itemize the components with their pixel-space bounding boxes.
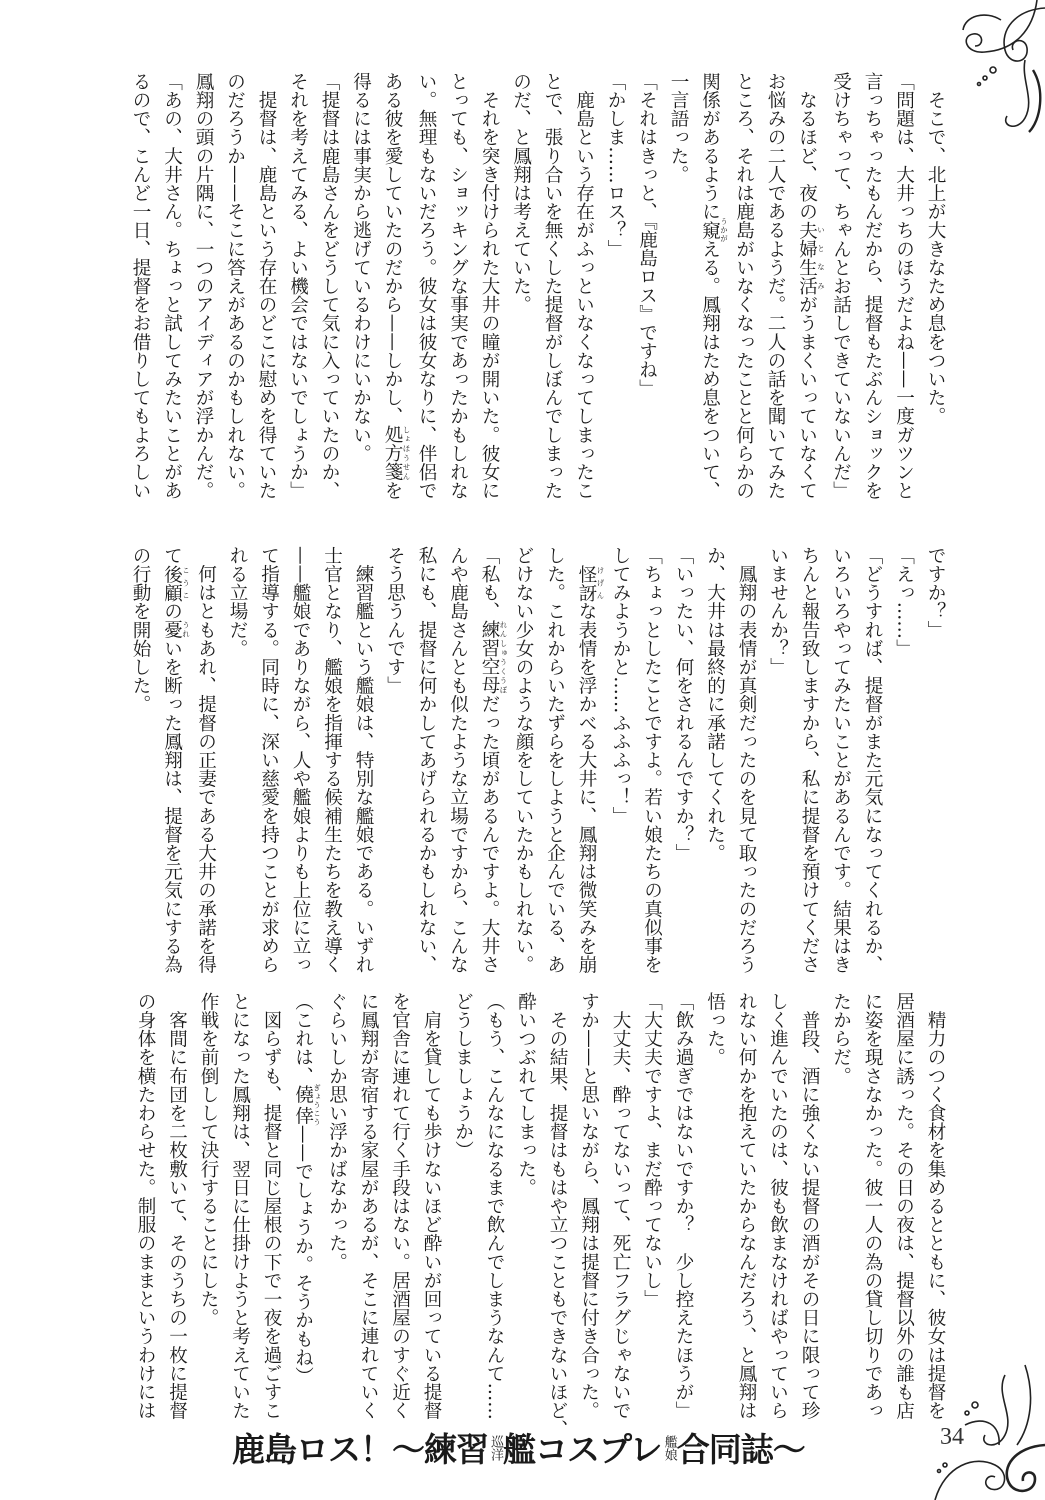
- title-part: 鹿島ロス！〜練習: [232, 1430, 488, 1469]
- text-column: い。無理もないだろう。彼女は彼女なりに、伴侶で: [416, 72, 437, 500]
- text-column: とっても、ショッキングな事実であったかもしれな: [447, 72, 469, 500]
- text-column: ある彼を愛していたのだから——しかし、処方箋 しょほうせんを: [382, 72, 411, 500]
- text-column: 一言語った。: [668, 72, 689, 184]
- title-part: 艦コスプレ: [503, 1430, 662, 1469]
- text-column: ——艦娘でありながら、人や艦娘よりも上位に立っ: [290, 546, 311, 974]
- text-column: そう思うんです」: [384, 546, 406, 695]
- text-column: 作戦を前倒しして決行することにした。: [198, 992, 219, 1327]
- text-column: 「飲み過ぎではないですか？ 少し控えたほうが」: [673, 992, 694, 1420]
- text-column: れない何かを抱えていたからなんだろう、と鳳翔は: [736, 992, 757, 1420]
- ruby-annotation: 窺 うかが: [699, 217, 729, 243]
- page-number: 34: [940, 1424, 964, 1450]
- text-column: 居酒屋に誘った。その日の夜は、提督以外の誰も店: [893, 992, 915, 1420]
- text-column: なるほど、夜の夫婦生活 いとなみがうまくいっていなくて: [796, 72, 826, 500]
- text-column: 「かしま……ロス？」: [605, 72, 626, 258]
- text-column: 「それはきっと、『鹿島ロス』ですね」: [636, 72, 658, 398]
- text-column: 大丈夫、酔ってないって、死亡フラグじゃないで: [610, 992, 631, 1420]
- text-column: 関係があるように窺 うかがえる。鳳翔はため息をついて、: [699, 72, 729, 500]
- text-column: 得るには事実から逃げているわけにいかない。: [350, 72, 372, 463]
- text-column: 「えっ……」: [893, 546, 915, 658]
- ruby-annotation: 憂 うれ: [161, 620, 191, 640]
- text-column: ちんと報告致しますから、私に提督を預けてくださ: [799, 546, 820, 974]
- text-column: 「あの、大井さん。ちょっと試してみたいことがあ: [161, 72, 183, 500]
- text-column: とになった鳳翔は、翌日に仕掛けようと考えていた: [229, 992, 251, 1420]
- text-block-tier-3: [132, 992, 951, 1439]
- text-column: 受けちゃって、ちゃんとお話しできていないんだ」: [830, 72, 852, 500]
- text-column: の行動を開始した。: [130, 546, 151, 714]
- text-column: それを突き付けられた大井の瞳が開いた。彼女に: [479, 72, 500, 500]
- text-column: 図らずも、提督と同じ屋根の下で一夜を過ごすこ: [261, 992, 282, 1420]
- text-column: の身体を横たわらせた。制服のままというわけには: [135, 992, 156, 1420]
- text-column: れる立場だ。: [227, 546, 248, 658]
- title-alt-reading: 艦娘: [661, 1434, 677, 1461]
- text-column: 「大丈夫ですよ、まだ酔ってないし」: [641, 992, 663, 1309]
- text-column: 言っちゃったもんだから、提督もたぶんショックを: [862, 72, 883, 500]
- text-column: 酔いつぶれてしまった。: [515, 992, 537, 1197]
- running-title: [232, 1424, 805, 1471]
- text-column: 士官となり、艦娘を指揮する候補生たちを教え導く: [321, 546, 343, 974]
- text-column: しく進んでいたのは、彼も飲まなければやっていら: [767, 992, 789, 1420]
- text-column: いませんか？」: [767, 546, 789, 677]
- text-column: 鳳翔の頭の片隅に、一つのアイディアが浮かんだ。: [193, 72, 214, 500]
- text-column: 客間に布団を二枚敷いて、そのうちの一枚に提督: [166, 992, 188, 1420]
- text-column: 「ちょっとしたことですよ。若い娘たちの真似事を: [641, 546, 663, 974]
- text-column: 悟った。: [704, 992, 726, 1067]
- ruby-annotation: 処方箋 しょほうせん: [382, 425, 411, 482]
- text-column: 怪訝 けげんな表情を浮かべる大井に、鳳翔は微笑みを崩: [576, 564, 605, 974]
- title-part: 合同誌〜: [676, 1430, 805, 1469]
- text-column: に姿を現さなかった。彼一人の為の貸し切りであっ: [862, 992, 883, 1420]
- text-column: ですか？」: [925, 546, 946, 639]
- text-column: 精力のつく食材を集めるとともに、彼女は提督を: [925, 992, 946, 1420]
- text-column: 「提督は鹿島さんをどうして気に入っていたのか、: [319, 72, 340, 500]
- text-column: どけない少女のような顔をしていたかもしれない。: [513, 546, 534, 974]
- text-column: を官舎に連れて行く手段はない。居酒屋のすぐ近く: [389, 992, 411, 1420]
- text-column: て後顧 こうこの憂 うれいを断った鳳翔は、提督を元気にする為: [161, 546, 191, 974]
- text-column: してみようかと……ふふふっ！」: [610, 546, 631, 825]
- text-column: どうしましょうか）: [452, 992, 474, 1160]
- ruby-annotation: 僥倖 ぎょうこう: [292, 1083, 322, 1127]
- text-column: 何はともあれ、提督の正妻である大井の承諾を得: [195, 546, 217, 974]
- text-column: 私にも、提督に何かしてあげられるかもしれない、: [416, 546, 437, 974]
- text-column: のだ、と鳳翔は考えていた。: [510, 72, 532, 314]
- text-column: （もう、こんなになるまで飲んでしまうなんて……: [484, 992, 505, 1420]
- text-column: 「どうすれば、提督がまた元気になってくれるか、: [862, 546, 883, 974]
- text-column: 肩を貸しても歩けないほど酔いが回っている提督: [421, 992, 442, 1420]
- ruby-annotation: 練習空母 れんしゅうくうぼ: [479, 620, 508, 695]
- ruby-annotation: 後顧 こうこ: [161, 564, 191, 602]
- ruby-annotation: 夫婦生活 いとなみ: [796, 220, 826, 296]
- text-column: のだろうか——そこに答えがあるのかもしれない。: [224, 72, 246, 500]
- text-column: 練習艦という艦娘は、特別な艦娘である。いずれ: [353, 546, 374, 974]
- title-alt-reading: 巡洋: [488, 1434, 503, 1461]
- text-column: それを考えてみる、よい機会ではないでしょうか」: [287, 72, 309, 500]
- text-column: （これは、僥倖 ぎょうこう——でしょうか。そうかもね）: [292, 992, 322, 1386]
- ruby-annotation: 怪訝 けげん: [576, 564, 605, 602]
- text-column: ところ、それは鹿島がいなくなったことと何らかの: [733, 72, 755, 500]
- text-column: んや鹿島さんとも似たような立場ですから、こんな: [447, 546, 469, 974]
- text-column: お悩みの二人であるようだ。二人の話を聞いてみた: [765, 72, 786, 500]
- text-block-tier-1: [132, 72, 951, 512]
- text-column: した。これからいたずらをしようと企んでいる、あ: [544, 546, 566, 974]
- text-column: いろいろやってみたいことがあるんです。結果はき: [830, 546, 852, 974]
- text-column: 鳳翔の表情が真剣だったのを見て取ったのだろう: [736, 546, 757, 974]
- text-column: に鳳翔が寄宿する家屋があるが、そこに連れていく: [358, 992, 379, 1420]
- text-column: すか——と思いながら、鳳翔は提督に付き合った。: [578, 992, 600, 1420]
- text-column: そこで、北上が大きなため息をついた。: [925, 72, 946, 426]
- text-column: その結果、提督はもはや立つこともできないほど、: [547, 992, 568, 1439]
- text-column: たからだ。: [830, 992, 852, 1085]
- text-column: て指導する。同時に、深い慈愛を持つことが求めら: [258, 546, 280, 974]
- text-column: 鹿島という存在がふっといなくなってしまったこ: [573, 72, 595, 500]
- text-column: 「私も、練習空母 れんしゅうくうぼだった頃があるんですよ。大井さ: [479, 546, 508, 974]
- text-column: 普段、酒に強くない提督の酒がその日に限って珍: [799, 992, 820, 1420]
- text-column: るので、こんど一日、提督をお借りしてもよろしい: [130, 72, 151, 500]
- text-column: か、大井は最終的に承諾してくれた。: [704, 546, 726, 863]
- text-column: 提督は、鹿島という存在のどこに慰めを得ていた: [256, 72, 277, 500]
- text-block-tier-2: [132, 546, 951, 986]
- text-column: 「問題は、大井っちのほうだよね——一度ガツンと: [893, 72, 915, 500]
- text-column: とで、張り合いを無くした提督がしぼんでしまった: [542, 72, 563, 500]
- text-column: 「いったい、何をされるんですか？」: [673, 546, 694, 863]
- text-column: ぐらいしか思い浮かばなかった。: [326, 992, 348, 1271]
